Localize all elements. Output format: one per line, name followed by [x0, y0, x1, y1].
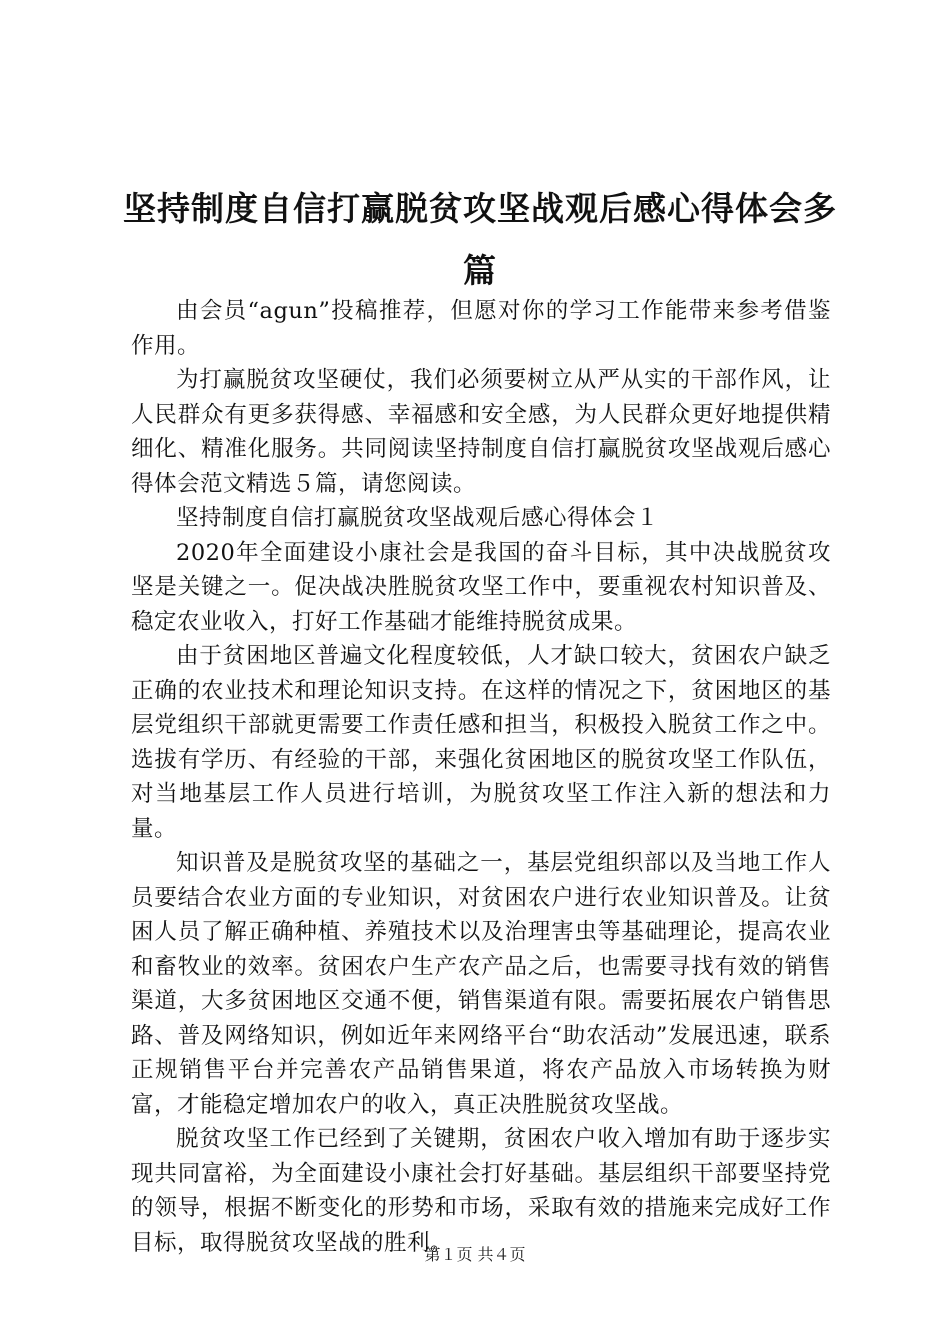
- paragraph-body: 2020年全面建设小康社会是我国的奋斗目标，其中决战脱贫攻坚是关键之一。促决战决胜脱贫攻坚工作中，要重视农村知识普及、稳定农业收入，打好工作基础才能维持脱贫成果。: [131, 539, 831, 635]
- document-body: [131, 294, 831, 1260]
- section-heading-1: 坚持制度自信打赢脱贫攻坚战观后感心得体会１: [176, 505, 660, 531]
- paragraph-intro: 为打赢脱贫攻坚硬仗，我们必须要树立从严从实的干部作风，让人民群众有更多获得感、幸福感和安全感，为人民群众更好地提供精细化、精准化服务。共同阅读坚持制度自信打赢脱贫攻坚战观后感心得体会范文精选５篇，请您阅读。: [131, 367, 831, 497]
- paragraph-body: 脱贫攻坚工作已经到了关键期，贫困农户收入增加有助于逐步实现共同富裕，为全面建设小康社会打好基础。基层组织干部要坚持党的领导，根据不断变化的形势和市场，采取有效的措施来完成好工作目标，取得脱贫攻坚战的胜利。: [131, 1126, 831, 1256]
- paragraph-body: 由于贫困地区普遍文化程度较低，人才缺口较大，贫困农户缺乏正确的农业技术和理论知识支持。在这样的情况之下，贫困地区的基层党组织干部就更需要工作责任感和担当，积极投入脱贫工作之中。选拔有学历、有经验的干部，来强化贫困地区的脱贫攻坚工作队伍，对当地基层工作人员进行培训，为脱贫攻坚工作注入新的想法和力量。: [131, 643, 831, 842]
- document-title: 坚持制度自信打赢脱贫攻坚战观后感心得体会多篇: [123, 189, 837, 290]
- paragraph-body: 知识普及是脱贫攻坚的基础之一，基层党组织部以及当地工作人员要结合农业方面的专业知识，对贫困农户进行农业知识普及。让贫困人员了解正确种植、养殖技术以及治理害虫等基础理论，提高农业和畜牧业的效率。贫困农户生产农产品之后，也需要寻找有效的销售渠道，大多贫困地区交通不便，销售渠道有限。需要拓展农户销售思路、普及网络知识，例如近年来网络平台“助农活动”发展迅速，联系正规销售平台并完善农产品销售果道，将农产品放入市场转换为财富，才能稳定增加农户的收入，真正决胜脱贫攻坚战。: [131, 850, 831, 1118]
- paragraph-contributor-note: 由会员“agun”投稿推荐，但愿对你的学习工作能带来参考借鉴作用。: [131, 298, 831, 359]
- page-number-footer: 第１页 共４页: [424, 1245, 526, 1264]
